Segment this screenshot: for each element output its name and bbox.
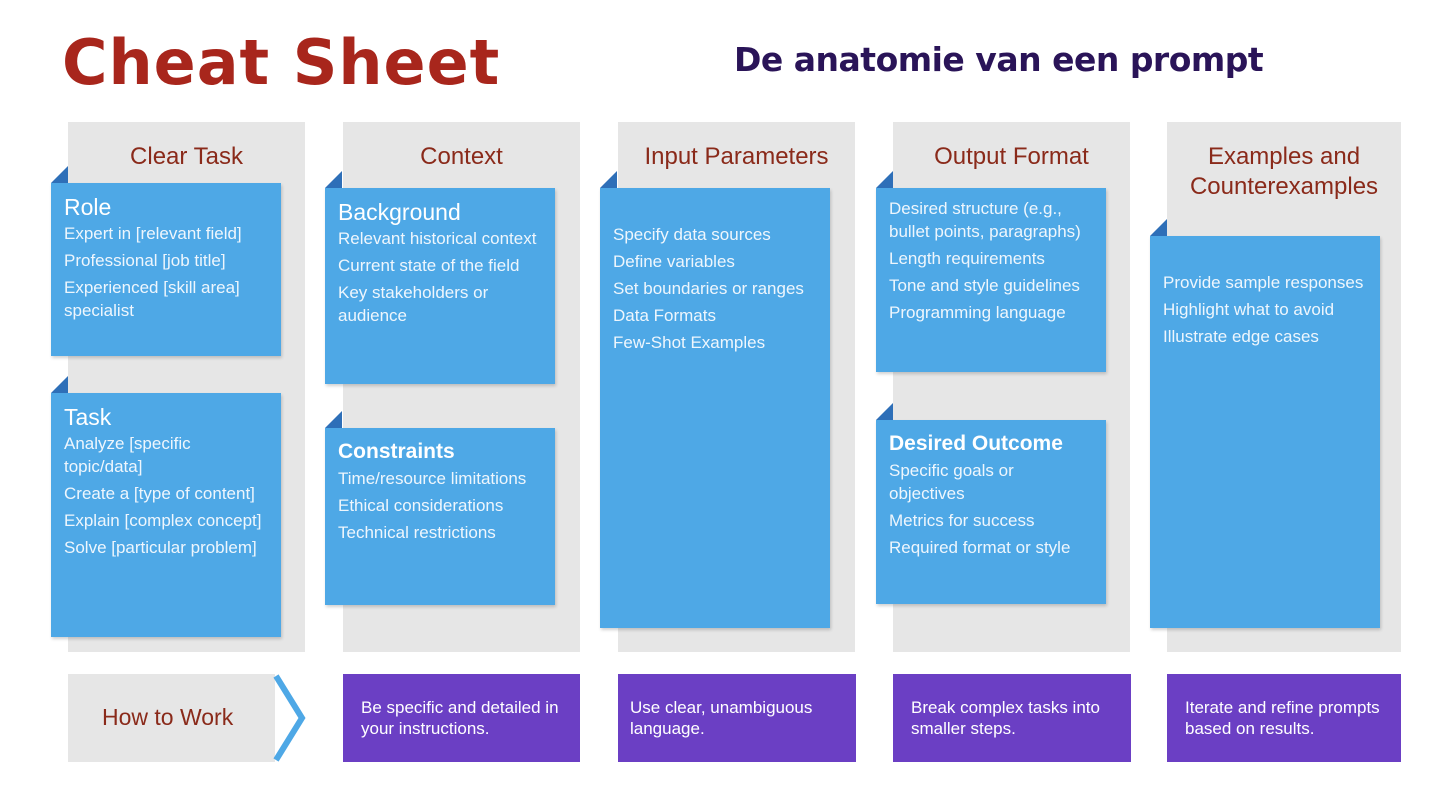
list-item: Required format or style <box>889 538 1071 557</box>
column-heading: Context <box>420 143 503 170</box>
card-role <box>51 183 281 356</box>
list-item: Expert in [relevant field] <box>64 224 242 243</box>
list-item: Provide sample responses <box>1163 273 1364 292</box>
list-item: Metrics for success <box>889 511 1035 530</box>
tip-text: Use clear, unambiguous language. <box>630 698 813 738</box>
list-item: Technical restrictions <box>338 523 496 542</box>
how-to-work-label: How to Work <box>102 704 234 730</box>
column-heading: Input Parameters <box>644 143 829 170</box>
list-item: Analyze [specific topic/data] <box>64 434 191 476</box>
list-item: Tone and style guidelines <box>889 276 1080 295</box>
list-item: Explain [complex concept] <box>64 511 262 530</box>
card-background <box>325 188 555 384</box>
card-title: Task <box>64 404 112 430</box>
column-heading: Examples and Counterexamples <box>1189 143 1379 200</box>
card-task <box>51 393 281 637</box>
list-item: Key stakeholders or audience <box>338 283 489 325</box>
list-item: Time/resource limitations <box>338 469 527 488</box>
tip-text: Be specific and detailed in your instructions. <box>361 698 559 738</box>
card-desired-outcome <box>876 420 1106 604</box>
list-item: Create a [type of content] <box>64 484 255 503</box>
list-item: Desired structure (e.g., bullet points, paragraphs) <box>889 199 1081 241</box>
card-title: Role <box>64 194 112 220</box>
list-item: Solve [particular problem] <box>64 538 257 557</box>
list-item: Current state of the field <box>338 256 520 275</box>
list-item: Relevant historical context <box>338 229 537 248</box>
list-item: Professional [job title] <box>64 251 226 270</box>
page-subtitle: De anatomie van een prompt <box>734 40 1264 79</box>
list-item: Experienced [skill area] specialist <box>64 278 240 320</box>
list-item: Define variables <box>613 252 735 271</box>
list-item: Length requirements <box>889 249 1045 268</box>
chevron-right-icon <box>272 674 308 762</box>
card-title: Desired Outcome <box>889 432 1063 455</box>
how-to-work-box <box>68 674 275 762</box>
card-constraints <box>325 428 555 605</box>
tip-text: Iterate and refine prompts based on results. <box>1185 698 1380 738</box>
list-item: Illustrate edge cases <box>1163 327 1319 346</box>
list-item: Set boundaries or ranges <box>613 279 804 298</box>
card-examples <box>1150 236 1380 628</box>
card-title: Constraints <box>338 440 455 463</box>
card-output-structure <box>876 188 1106 372</box>
column-heading: Output Format <box>934 143 1089 170</box>
card-title: Background <box>338 199 461 225</box>
list-item: Specify data sources <box>613 225 771 244</box>
tip-box <box>343 674 580 762</box>
card-input-parameters <box>600 188 830 628</box>
tip-box <box>893 674 1131 762</box>
list-item: Highlight what to avoid <box>1163 300 1335 319</box>
page-title: Cheat Sheet <box>62 26 501 99</box>
list-item: Few-Shot Examples <box>613 333 766 352</box>
tip-box <box>1167 674 1401 762</box>
list-item: Programming language <box>889 303 1066 322</box>
tip-box <box>618 674 856 762</box>
list-item: Specific goals or objectives <box>889 461 1014 503</box>
column-heading: Clear Task <box>130 143 243 170</box>
list-item: Ethical considerations <box>338 496 504 515</box>
list-item: Data Formats <box>613 306 716 325</box>
tip-text: Break complex tasks into smaller steps. <box>911 698 1100 738</box>
